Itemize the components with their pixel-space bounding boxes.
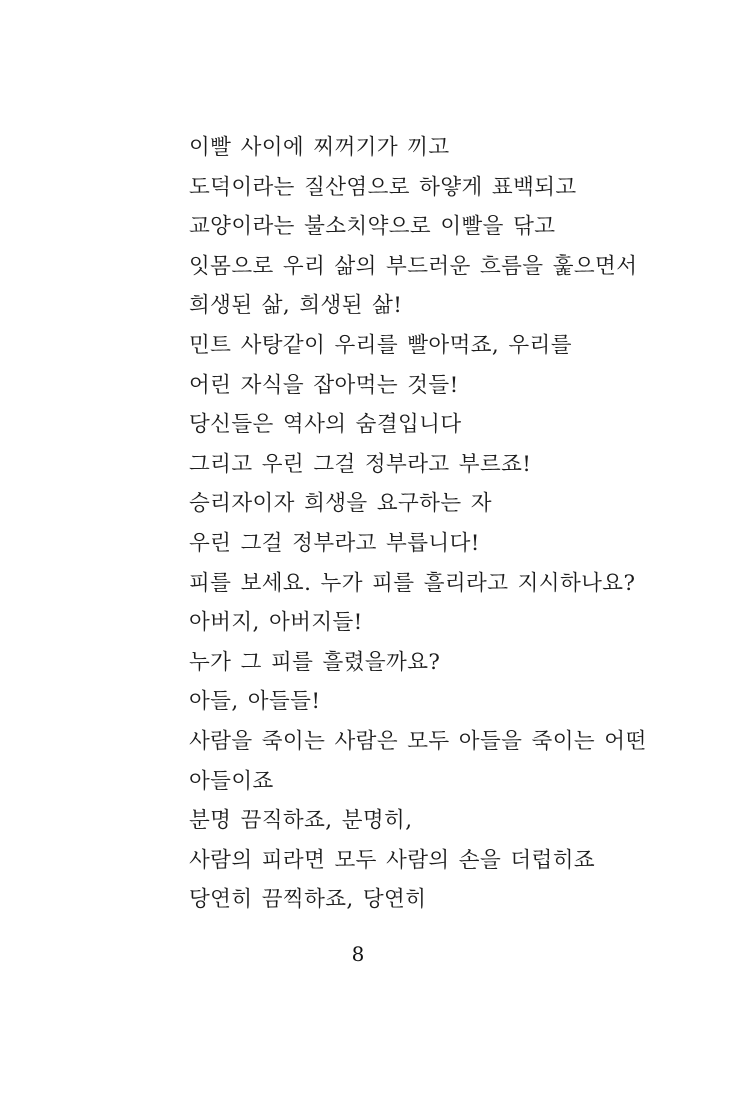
poem-line: 잇몸으로 우리 삶의 부드러운 흐름을 훑으면서: [189, 253, 638, 279]
poem-line: 분명 끔직하죠, 분명히,: [189, 808, 413, 834]
poem-line: 피를 보세요. 누가 피를 흘리라고 지시하나요?: [189, 570, 636, 596]
poem-line: 당신들은 역사의 숨결입니다: [189, 412, 462, 438]
poem-line: 아들, 아들들!: [189, 689, 321, 715]
poem-line: 승리자이자 희생을 요구하는 자: [189, 491, 492, 517]
page-number: 8: [351, 942, 365, 966]
poem-line: 민트 사탕같이 우리를 빨아먹죠, 우리를: [189, 332, 572, 358]
poem-line: 누가 그 피를 흘렸을까요?: [189, 649, 441, 675]
poem-line: 그리고 우린 그걸 정부라고 부르죠!: [189, 451, 532, 477]
poem-line: 이빨 사이에 찌꺼기가 끼고: [189, 135, 450, 160]
poem-line: 도덕이라는 질산염으로 하얗게 표백되고: [189, 174, 577, 200]
poem-line: 교양이라는 불소치약으로 이빨을 닦고: [189, 214, 556, 240]
poem-line: 희생된 삶, 희생된 삶!: [189, 293, 403, 319]
poem-line: 어린 자식을 잡아먹는 것들!: [189, 372, 459, 398]
poem-line: 사람을 죽이는 사람은 모두 아들을 죽이는 어떤: [189, 728, 647, 754]
poem-line: 사람의 피라면 모두 사람의 손을 더럽히죠: [189, 847, 596, 873]
poem-line: 아버지, 아버지들!: [189, 610, 363, 636]
poem-line: 우린 그걸 정부라고 부릅니다!: [189, 530, 480, 556]
poem-line: 당연히 끔찍하죠, 당연히: [189, 887, 427, 913]
poem-line: 아들이죠: [189, 768, 274, 794]
poem-text: [189, 128, 647, 920]
